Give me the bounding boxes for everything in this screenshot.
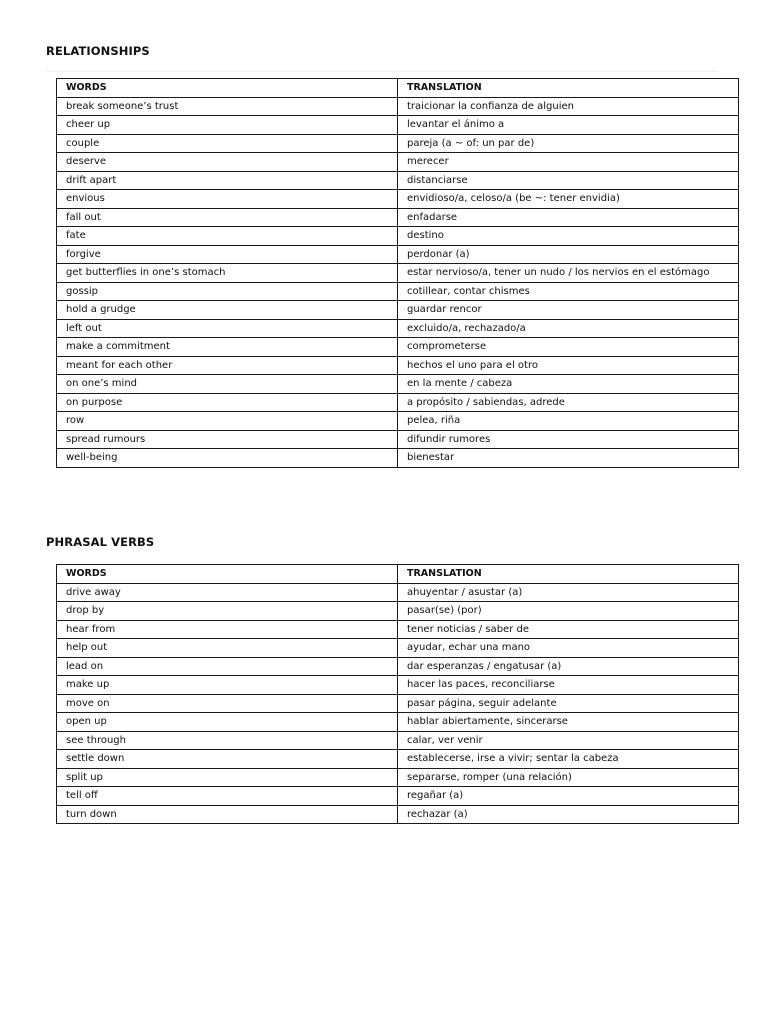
translation-cell: traicionar la confianza de alguien — [398, 97, 739, 116]
word-cell: settle down — [57, 750, 398, 769]
translation-cell: establecerse, irse a vivir; sentar la cabeza — [398, 750, 739, 769]
table-row — [57, 676, 739, 695]
section-title-relationships: RELATIONSHIPS — [46, 44, 150, 58]
translation-cell: bienestar — [398, 449, 739, 468]
word-cell: lead on — [57, 657, 398, 676]
translation-cell: estar nervioso/a, tener un nudo / los nervios en el estómago — [398, 264, 739, 283]
section-title-phrasal-verbs: PHRASAL VERBS — [46, 535, 155, 549]
phrasal-verbs-table — [56, 564, 739, 824]
translation-cell: pareja (a ~ of: un par de) — [398, 134, 739, 153]
word-cell: couple — [57, 134, 398, 153]
translation-cell: dar esperanzas / engatusar (a) — [398, 657, 739, 676]
column-header-words: WORDS — [57, 79, 398, 98]
word-cell: hold a grudge — [57, 301, 398, 320]
table-row — [57, 301, 739, 320]
table-row — [57, 787, 739, 806]
word-cell: turn down — [57, 805, 398, 824]
translation-cell: comprometerse — [398, 338, 739, 357]
column-header-words: WORDS — [57, 565, 398, 584]
word-cell: drop by — [57, 602, 398, 621]
translation-cell: guardar rencor — [398, 301, 739, 320]
word-cell: fall out — [57, 208, 398, 227]
table-row — [57, 245, 739, 264]
table-row — [57, 750, 739, 769]
word-cell: spread rumours — [57, 430, 398, 449]
translation-cell: hablar abiertamente, sincerarse — [398, 713, 739, 732]
divider — [46, 71, 718, 72]
table-row — [57, 412, 739, 431]
table-row — [57, 430, 739, 449]
word-cell: forgive — [57, 245, 398, 264]
word-cell: get butterflies in one’s stomach — [57, 264, 398, 283]
translation-cell: merecer — [398, 153, 739, 172]
table-row — [57, 153, 739, 172]
word-cell: move on — [57, 694, 398, 713]
table-row — [57, 171, 739, 190]
table-row — [57, 319, 739, 338]
table-row — [57, 583, 739, 602]
table-row — [57, 134, 739, 153]
table-row — [57, 694, 739, 713]
word-cell: tell off — [57, 787, 398, 806]
word-cell: left out — [57, 319, 398, 338]
translation-cell: enfadarse — [398, 208, 739, 227]
translation-cell: tener noticias / saber de — [398, 620, 739, 639]
table-header-row — [57, 79, 739, 98]
table-row — [57, 805, 739, 824]
table-row — [57, 282, 739, 301]
table-row — [57, 264, 739, 283]
translation-cell: en la mente / cabeza — [398, 375, 739, 394]
word-cell: split up — [57, 768, 398, 787]
translation-cell: destino — [398, 227, 739, 246]
translation-cell: rechazar (a) — [398, 805, 739, 824]
word-cell: help out — [57, 639, 398, 658]
table-row — [57, 393, 739, 412]
translation-cell: pelea, riña — [398, 412, 739, 431]
word-cell: make a commitment — [57, 338, 398, 357]
translation-cell: perdonar (a) — [398, 245, 739, 264]
table-header-row — [57, 565, 739, 584]
word-cell: see through — [57, 731, 398, 750]
translation-cell: ayudar, echar una mano — [398, 639, 739, 658]
translation-cell: pasar(se) (por) — [398, 602, 739, 621]
translation-cell: hechos el uno para el otro — [398, 356, 739, 375]
table-row — [57, 620, 739, 639]
translation-cell: levantar el ánimo a — [398, 116, 739, 135]
word-cell: break someone’s trust — [57, 97, 398, 116]
word-cell: cheer up — [57, 116, 398, 135]
translation-cell: a propósito / sabiendas, adrede — [398, 393, 739, 412]
translation-cell: distanciarse — [398, 171, 739, 190]
word-cell: deserve — [57, 153, 398, 172]
relationships-table — [56, 78, 739, 468]
table-row — [57, 375, 739, 394]
column-header-translation: TRANSLATION — [398, 79, 739, 98]
table-row — [57, 602, 739, 621]
translation-cell: calar, ver venir — [398, 731, 739, 750]
table-row — [57, 731, 739, 750]
translation-cell: ahuyentar / asustar (a) — [398, 583, 739, 602]
translation-cell: separarse, romper (una relación) — [398, 768, 739, 787]
word-cell: envious — [57, 190, 398, 209]
table-row — [57, 713, 739, 732]
table-row — [57, 449, 739, 468]
word-cell: row — [57, 412, 398, 431]
table-row — [57, 657, 739, 676]
table-row — [57, 768, 739, 787]
translation-cell: envidioso/a, celoso/a (be ~: tener envidia) — [398, 190, 739, 209]
word-cell: make up — [57, 676, 398, 695]
word-cell: open up — [57, 713, 398, 732]
translation-cell: difundir rumores — [398, 430, 739, 449]
word-cell: drive away — [57, 583, 398, 602]
word-cell: well-being — [57, 449, 398, 468]
translation-cell: hacer las paces, reconciliarse — [398, 676, 739, 695]
column-header-translation: TRANSLATION — [398, 565, 739, 584]
translation-cell: regañar (a) — [398, 787, 739, 806]
table-row — [57, 97, 739, 116]
table-row — [57, 639, 739, 658]
translation-cell: cotillear, contar chismes — [398, 282, 739, 301]
table-row — [57, 190, 739, 209]
word-cell: on one’s mind — [57, 375, 398, 394]
word-cell: on purpose — [57, 393, 398, 412]
translation-cell: excluido/a, rechazado/a — [398, 319, 739, 338]
table-row — [57, 208, 739, 227]
word-cell: drift apart — [57, 171, 398, 190]
word-cell: fate — [57, 227, 398, 246]
table-row — [57, 356, 739, 375]
table-row — [57, 116, 739, 135]
table-row — [57, 338, 739, 357]
word-cell: meant for each other — [57, 356, 398, 375]
translation-cell: pasar página, seguir adelante — [398, 694, 739, 713]
word-cell: hear from — [57, 620, 398, 639]
word-cell: gossip — [57, 282, 398, 301]
table-row — [57, 227, 739, 246]
